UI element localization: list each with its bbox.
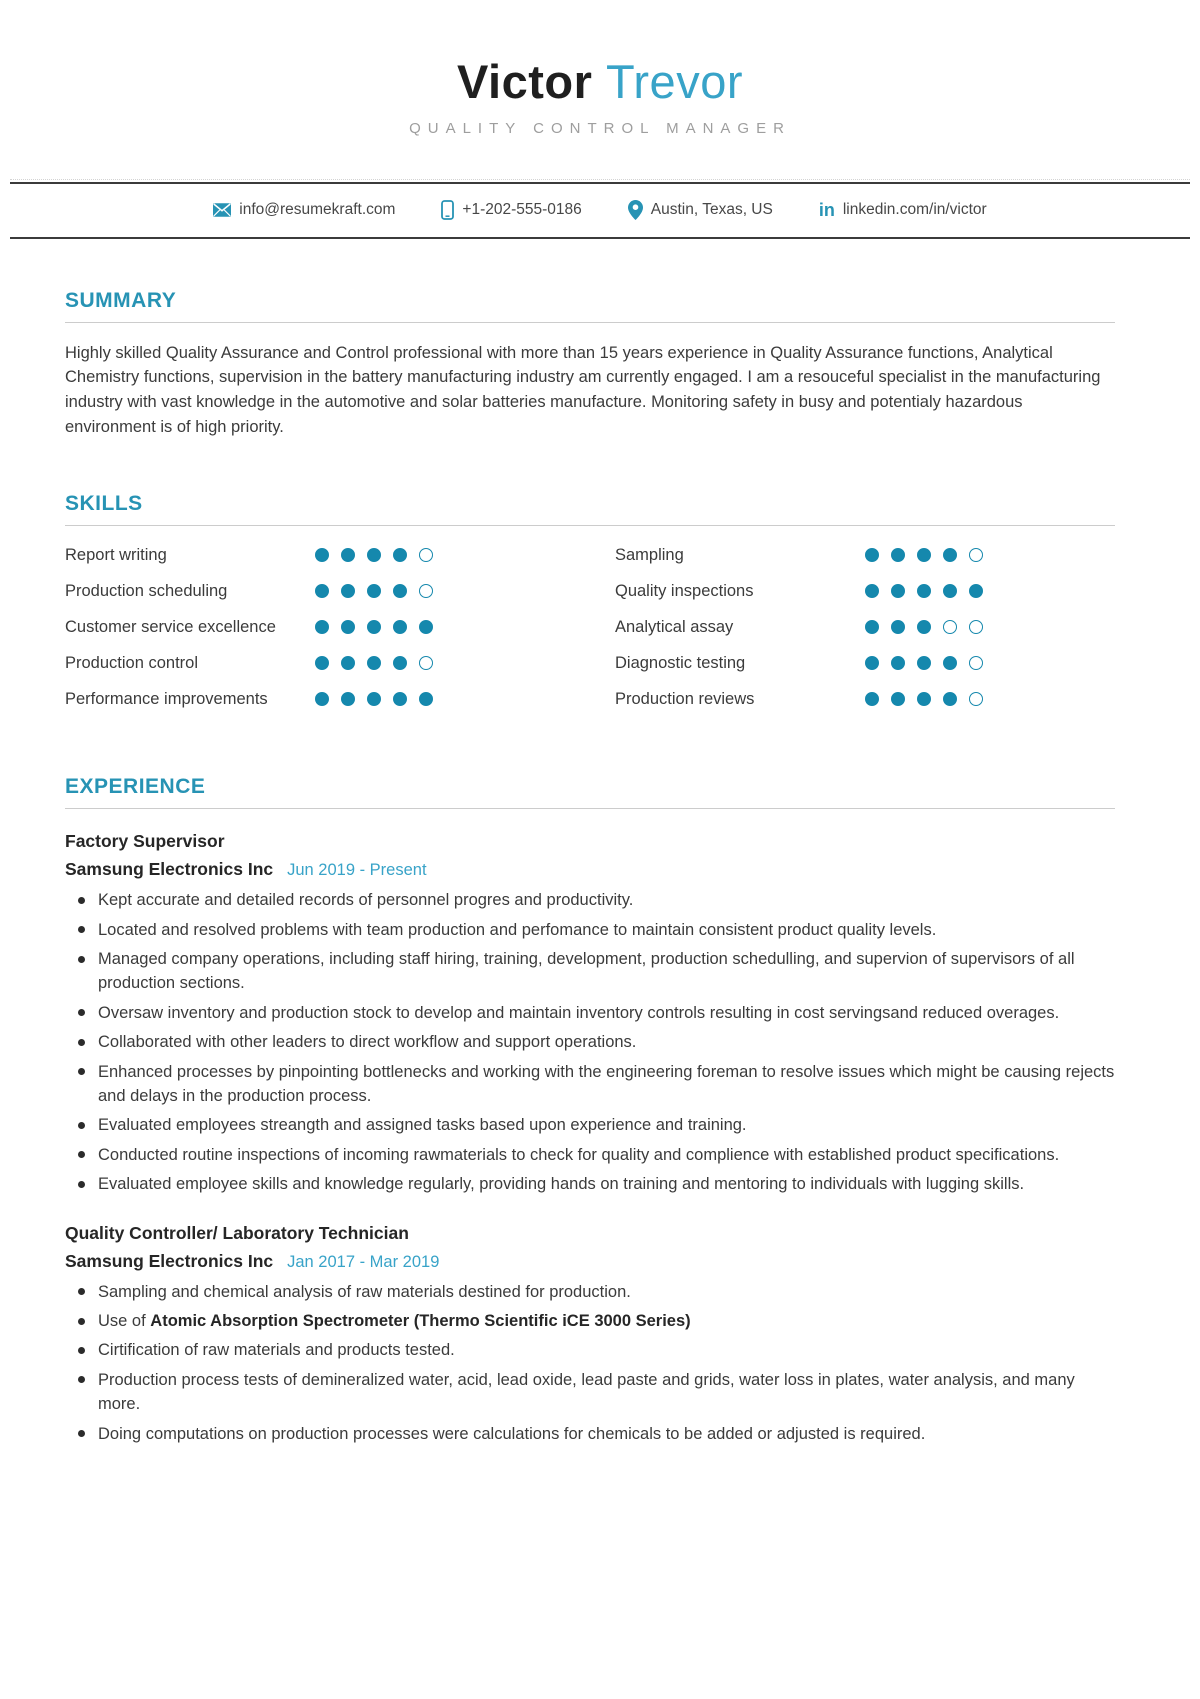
linkedin-icon: in bbox=[818, 199, 835, 220]
rating-dot-filled bbox=[393, 584, 407, 598]
job-entry bbox=[65, 831, 1115, 1196]
skill-rating bbox=[865, 580, 983, 598]
job-bullet: Evaluated employees streangth and assigned tasks based upon experience and training. bbox=[65, 1113, 1115, 1137]
section-summary bbox=[65, 289, 1115, 440]
skill-label: Diagnostic testing bbox=[615, 653, 746, 672]
contact-linkedin-label: linkedin.com/in/victor bbox=[842, 200, 987, 218]
bottom-divider bbox=[10, 237, 1190, 239]
skill-label: Production reviews bbox=[615, 690, 755, 709]
job-bullet-list bbox=[65, 1280, 1115, 1446]
contact-location[interactable] bbox=[628, 200, 773, 220]
skill-row bbox=[65, 652, 565, 675]
rating-dot-filled bbox=[865, 692, 879, 706]
job-entry bbox=[65, 1223, 1115, 1446]
job-bullet: Sampling and chemical analysis of raw materials destined for production. bbox=[65, 1280, 1115, 1304]
experience-heading: EXPERIENCE bbox=[65, 775, 1115, 809]
job-bullet: Managed company operations, including staff hiring, training, development, production schedulling, and supervion of supervisors of all production sections. bbox=[65, 947, 1115, 996]
rating-dot-empty bbox=[969, 620, 983, 634]
rating-dot-empty bbox=[419, 548, 433, 562]
rating-dot-filled bbox=[917, 692, 931, 706]
rating-dot-filled bbox=[367, 584, 381, 598]
rating-dot-filled bbox=[315, 692, 329, 706]
rating-dot-filled bbox=[393, 692, 407, 706]
rating-dot-filled bbox=[865, 548, 879, 562]
rating-dot-filled bbox=[917, 656, 931, 670]
rating-dot-filled bbox=[891, 584, 905, 598]
job-bullet: Collaborated with other leaders to direct workflow and support operations. bbox=[65, 1030, 1115, 1054]
resume-header bbox=[0, 0, 1200, 137]
bullet-text: Use of bbox=[98, 1312, 151, 1331]
skills-grid bbox=[65, 544, 1115, 711]
skill-rating bbox=[315, 544, 433, 562]
job-title-subtitle: QUALITY CONTROL MANAGER bbox=[409, 119, 791, 137]
skill-rating bbox=[865, 652, 983, 670]
rating-dot-filled bbox=[341, 548, 355, 562]
job-dates: Jun 2019 - Present bbox=[287, 861, 427, 880]
rating-dot-filled bbox=[419, 620, 433, 634]
rating-dot-filled bbox=[367, 656, 381, 670]
job-bullet: Production process tests of demineralized water, acid, lead oxide, lead paste and grids, water loss in plates, water analysis, and many more. bbox=[65, 1368, 1115, 1417]
skill-row bbox=[615, 652, 1115, 675]
company-line bbox=[65, 1251, 1115, 1272]
job-bullet: Oversaw inventory and production stock to develop and maintain inventory controls resulting in cost servingsand reduced overages. bbox=[65, 1001, 1115, 1025]
rating-dot-filled bbox=[943, 692, 957, 706]
rating-dot-filled bbox=[393, 656, 407, 670]
rating-dot-filled bbox=[891, 656, 905, 670]
rating-dot-filled bbox=[341, 656, 355, 670]
rating-dot-filled bbox=[393, 620, 407, 634]
resume-content bbox=[0, 289, 1200, 1446]
rating-dot-filled bbox=[943, 548, 957, 562]
rating-dot-filled bbox=[891, 620, 905, 634]
job-bullet: Enhanced processes by pinpointing bottlenecks and working with the engineering foreman to resolve issues which might be causing rejects and delays in the production process. bbox=[65, 1060, 1115, 1109]
rating-dot-empty bbox=[969, 692, 983, 706]
rating-dot-filled bbox=[315, 548, 329, 562]
company-name: Samsung Electronics Inc bbox=[65, 859, 274, 880]
skill-label: Report writing bbox=[65, 545, 167, 564]
job-bullet: Kept accurate and detailed records of personnel progres and productivity. bbox=[65, 888, 1115, 912]
rating-dot-empty bbox=[969, 656, 983, 670]
skills-column-left bbox=[65, 544, 565, 711]
skill-row bbox=[615, 688, 1115, 711]
rating-dot-filled bbox=[891, 692, 905, 706]
skill-row bbox=[65, 688, 565, 711]
skill-rating bbox=[865, 688, 983, 706]
bullet-bold-text: Atomic Absorption Spectrometer (Thermo Scientific iCE 3000 Series) bbox=[150, 1312, 691, 1331]
job-bullet: Located and resolved problems with team production and perfomance to maintain consistent product quality levels. bbox=[65, 918, 1115, 942]
rating-dot-filled bbox=[943, 656, 957, 670]
map-pin-icon bbox=[628, 200, 643, 220]
contact-email[interactable] bbox=[213, 201, 395, 219]
rating-dot-filled bbox=[393, 548, 407, 562]
skill-rating bbox=[315, 616, 433, 634]
skill-rating bbox=[315, 652, 433, 670]
rating-dot-filled bbox=[315, 620, 329, 634]
job-title: Quality Controller/ Laboratory Technician bbox=[65, 1222, 409, 1243]
job-bullet: Evaluated employee skills and knowledge regularly, providing hands on training and mentoring to individuals with lugging skills. bbox=[65, 1172, 1115, 1196]
skill-rating bbox=[865, 544, 983, 562]
job-bullet: Doing computations on production processes were calculations for chemicals to be added or adjusted is required. bbox=[65, 1422, 1115, 1446]
rating-dot-filled bbox=[315, 584, 329, 598]
rating-dot-empty bbox=[943, 620, 957, 634]
skill-row bbox=[65, 580, 565, 603]
contact-location-label: Austin, Texas, US bbox=[650, 200, 773, 218]
job-bullet-list bbox=[65, 888, 1115, 1196]
skill-label: Production control bbox=[65, 653, 198, 672]
contact-linkedin[interactable] bbox=[819, 201, 987, 219]
person-name bbox=[0, 56, 1200, 108]
job-bullet: Conducted routine inspections of incoming rawmaterials to check for quality and complience with established product specifications. bbox=[65, 1143, 1115, 1167]
skill-row bbox=[615, 580, 1115, 603]
job-bullet: Cirtification of raw materials and products tested. bbox=[65, 1338, 1115, 1362]
rating-dot-filled bbox=[865, 620, 879, 634]
contact-phone-label: +1-202-555-0186 bbox=[462, 200, 582, 218]
smartphone-icon bbox=[441, 200, 454, 220]
last-name: Trevor bbox=[605, 55, 743, 108]
skills-heading: SKILLS bbox=[65, 492, 1115, 526]
contact-phone[interactable] bbox=[441, 200, 581, 220]
skill-label: Performance improvements bbox=[65, 690, 268, 709]
company-line bbox=[65, 859, 1115, 880]
skill-label: Sampling bbox=[615, 545, 684, 564]
skill-row bbox=[65, 616, 565, 639]
rating-dot-empty bbox=[419, 656, 433, 670]
rating-dot-filled bbox=[865, 656, 879, 670]
rating-dot-filled bbox=[969, 584, 983, 598]
skill-rating bbox=[315, 688, 433, 706]
skill-row bbox=[65, 544, 565, 567]
skill-label: Production scheduling bbox=[65, 581, 228, 600]
contact-email-label: info@resumekraft.com bbox=[239, 200, 396, 218]
rating-dot-filled bbox=[419, 692, 433, 706]
rating-dot-filled bbox=[367, 692, 381, 706]
rating-dot-filled bbox=[943, 584, 957, 598]
skill-label: Quality inspections bbox=[615, 581, 754, 600]
skill-label: Customer service excellence bbox=[65, 617, 276, 636]
contact-bar bbox=[0, 184, 1200, 237]
rating-dot-empty bbox=[969, 548, 983, 562]
rating-dot-filled bbox=[917, 584, 931, 598]
first-name: Victor bbox=[457, 55, 593, 108]
job-dates: Jan 2017 - Mar 2019 bbox=[287, 1252, 440, 1271]
section-experience bbox=[65, 775, 1115, 1446]
rating-dot-filled bbox=[341, 692, 355, 706]
dotted-divider bbox=[10, 179, 1190, 180]
rating-dot-filled bbox=[917, 548, 931, 562]
rating-dot-filled bbox=[341, 620, 355, 634]
skills-column-right bbox=[615, 544, 1115, 711]
section-skills bbox=[65, 492, 1115, 711]
rating-dot-filled bbox=[917, 620, 931, 634]
company-name: Samsung Electronics Inc bbox=[65, 1250, 274, 1271]
skill-row bbox=[615, 544, 1115, 567]
rating-dot-filled bbox=[367, 548, 381, 562]
skill-rating bbox=[865, 616, 983, 634]
skill-row bbox=[615, 616, 1115, 639]
summary-paragraph: Highly skilled Quality Assurance and Control professional with more than 15 years experience in Quality Assurance functions, Analytical Chemistry functions, supervision in the battery manufacturing industry am currently engaged. I am a resouceful specialist in the manufacturing industry with vast knowledge in the automotive and solar batteries manufacture. Monitoring safety in busy and potentialy hazardous environment is of high priority. bbox=[65, 343, 1101, 436]
rating-dot-filled bbox=[315, 656, 329, 670]
skill-label: Analytical assay bbox=[615, 617, 734, 636]
skill-rating bbox=[315, 580, 433, 598]
rating-dot-filled bbox=[865, 584, 879, 598]
rating-dot-filled bbox=[341, 584, 355, 598]
rating-dot-empty bbox=[419, 584, 433, 598]
job-bullet bbox=[65, 1309, 1115, 1333]
rating-dot-filled bbox=[367, 620, 381, 634]
envelope-icon bbox=[213, 203, 231, 217]
rating-dot-filled bbox=[891, 548, 905, 562]
summary-heading: SUMMARY bbox=[65, 289, 1115, 323]
job-title: Factory Supervisor bbox=[65, 831, 225, 852]
